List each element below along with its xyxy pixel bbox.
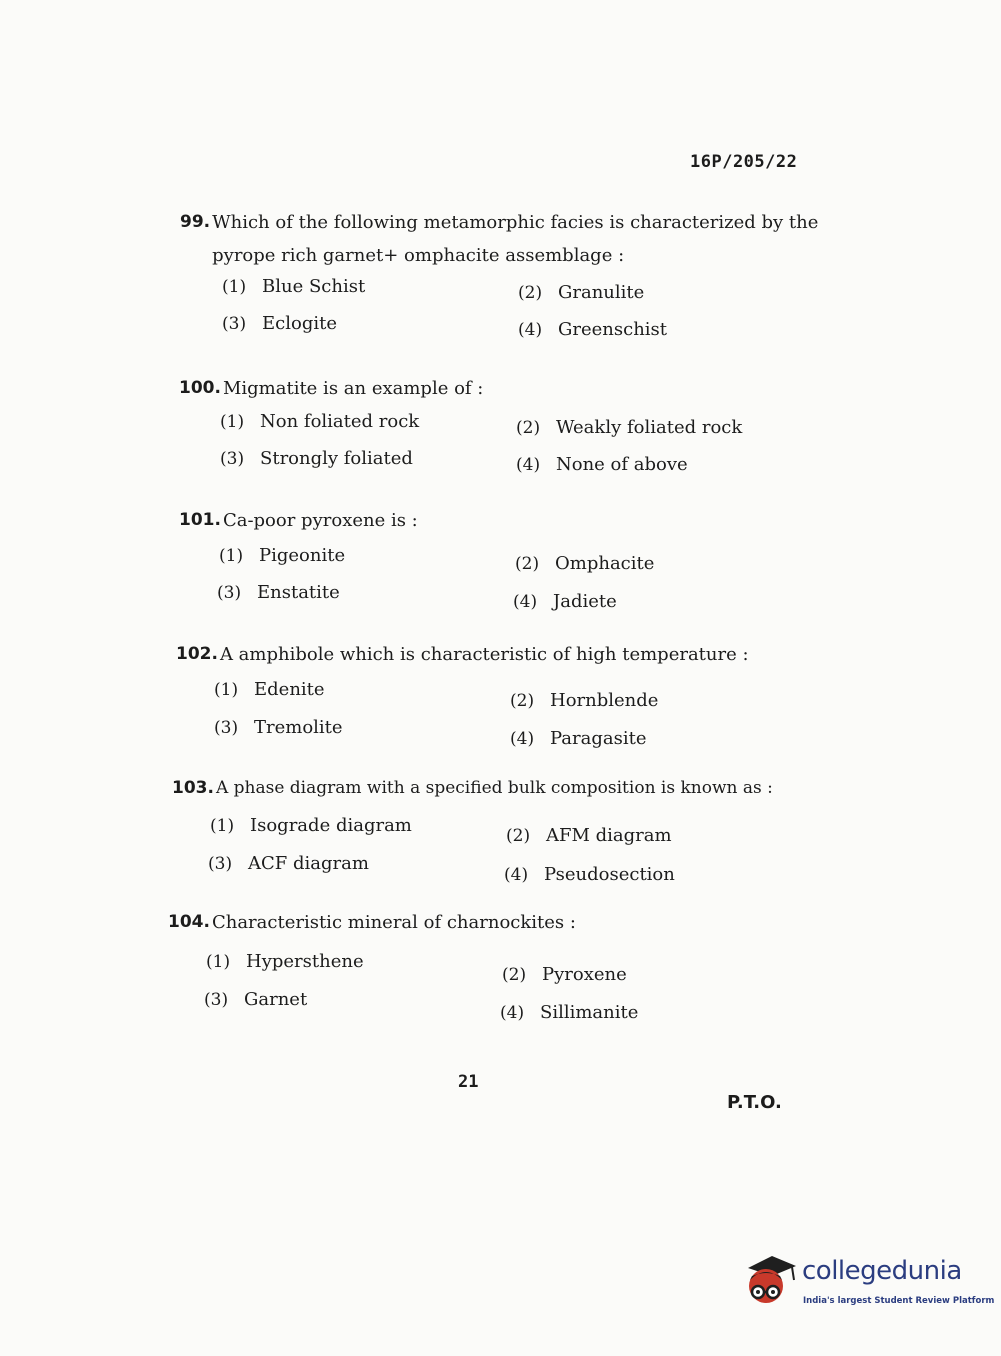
question-text: A amphibole which is characteristic of high temperature : (219, 644, 749, 665)
option-list (168, 943, 818, 1023)
question-text: Ca-poor pyroxene is : (222, 510, 418, 531)
question-103 (172, 772, 792, 885)
brand-name: collegedunia (802, 1256, 962, 1286)
option-list (172, 809, 792, 885)
question-stem (168, 906, 818, 939)
option-1[interactable]: (1) Edenite (214, 679, 325, 700)
question-text: A phase diagram with a specified bulk composition is known as : (215, 778, 773, 798)
option-1[interactable]: (1) Pigeonite (219, 545, 346, 566)
question-number: 103. (172, 778, 214, 798)
option-2[interactable]: (2) Pyroxene (502, 964, 627, 985)
option-4[interactable]: (4) Jadiete (513, 591, 617, 612)
question-number: 101. (179, 510, 221, 530)
option-3[interactable]: (3) Garnet (204, 989, 308, 1010)
option-list (176, 675, 826, 751)
question-number: 104. (168, 912, 210, 932)
brand-tagline: India's largest Student Review Platform (803, 1296, 995, 1306)
option-list (179, 409, 829, 485)
question-text: Migmatite is an example of : (222, 378, 484, 399)
option-2[interactable]: (2) Granulite (518, 282, 645, 303)
option-list (179, 541, 829, 617)
question-number: 99. (180, 212, 211, 232)
question-text: Which of the following metamorphic facies is characterized by the pyrope rich garnet+ omphacite assemblage : (212, 212, 819, 266)
option-3[interactable]: (3) Enstatite (217, 582, 340, 603)
question-stem (172, 772, 792, 805)
option-4[interactable]: (4) None of above (516, 454, 688, 475)
option-1[interactable]: (1) Blue Schist (222, 276, 366, 297)
option-list (180, 276, 830, 352)
option-4[interactable]: (4) Greenschist (518, 319, 668, 340)
option-4[interactable]: (4) Pseudosection (504, 864, 675, 885)
question-number: 100. (179, 378, 221, 398)
option-2[interactable]: (2) AFM diagram (506, 825, 672, 846)
option-1[interactable]: (1) Isograde diagram (210, 815, 412, 836)
page-number: 21 (458, 1072, 479, 1092)
collegedunia-watermark (740, 1250, 995, 1320)
question-stem (180, 206, 830, 272)
student-mascot-icon (740, 1250, 798, 1310)
question-102 (176, 638, 826, 751)
option-3[interactable]: (3) ACF diagram (208, 853, 369, 874)
question-101 (179, 504, 829, 617)
option-3[interactable]: (3) Eclogite (222, 313, 337, 334)
paper-code: 16P/205/22 (690, 152, 798, 172)
question-100 (179, 372, 829, 485)
option-1[interactable]: (1) Hypersthene (206, 951, 364, 972)
option-3[interactable]: (3) Tremolite (214, 717, 343, 738)
option-3[interactable]: (3) Strongly foliated (220, 448, 413, 469)
question-number: 102. (176, 644, 218, 664)
question-stem (179, 372, 829, 405)
question-99 (180, 206, 830, 352)
option-4[interactable]: (4) Sillimanite (500, 1002, 639, 1023)
option-2[interactable]: (2) Omphacite (515, 553, 655, 574)
option-1[interactable]: (1) Non foliated rock (220, 411, 420, 432)
question-104 (168, 906, 818, 1023)
option-2[interactable]: (2) Weakly foliated rock (516, 417, 743, 438)
question-stem (179, 504, 829, 537)
question-stem (176, 638, 826, 671)
option-4[interactable]: (4) Paragasite (510, 728, 647, 749)
pto-label: P.T.O. (727, 1092, 782, 1113)
question-text: Characteristic mineral of charnockites : (211, 912, 576, 933)
option-2[interactable]: (2) Hornblende (510, 690, 659, 711)
